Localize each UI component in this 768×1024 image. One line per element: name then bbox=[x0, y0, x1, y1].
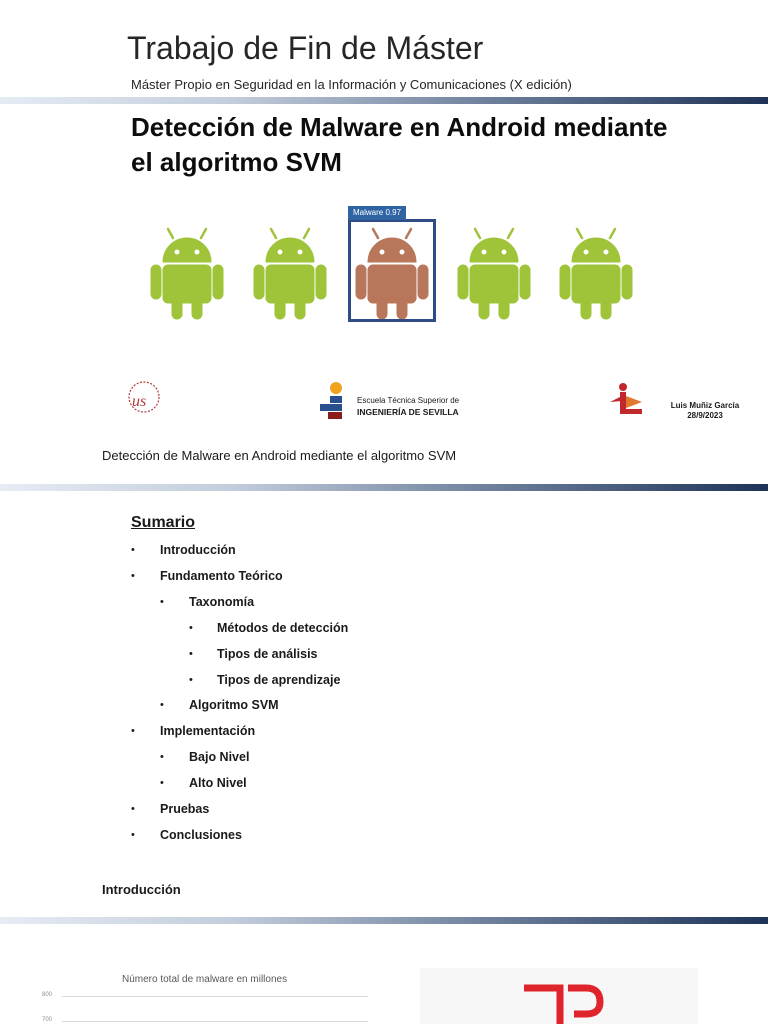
institution-logo-icon bbox=[608, 382, 646, 418]
android-robot-icon bbox=[558, 224, 634, 320]
summary-item: Métodos de detección bbox=[217, 621, 349, 635]
summary-item: Fundamento Teórico bbox=[160, 569, 283, 583]
bullet-marker: • bbox=[189, 622, 193, 634]
detection-bounding-box bbox=[348, 219, 436, 322]
bullet-marker: • bbox=[160, 699, 164, 711]
author-block bbox=[660, 401, 750, 421]
detection-label: Malware 0.97 bbox=[348, 206, 406, 220]
chart-title: Número total de malware en millones bbox=[122, 974, 288, 985]
summary-item: Conclusiones bbox=[160, 828, 242, 842]
slide-divider bbox=[0, 917, 768, 924]
y-tick-label: 800 bbox=[42, 992, 53, 998]
bullet-marker: • bbox=[131, 803, 135, 815]
summary-item: Tipos de análisis bbox=[217, 647, 318, 661]
svg-text:us: us bbox=[132, 393, 147, 410]
author-date: 28/9/2023 bbox=[687, 411, 723, 420]
slide-main-title: Detección de Malware en Android mediante el algoritmo SVM bbox=[131, 112, 668, 177]
summary-item: Taxonomía bbox=[189, 595, 255, 609]
author-name: Luis Muñiz García bbox=[670, 401, 740, 410]
page-subtitle: Máster Propio en Seguridad en la Información y Comunicaciones (X edición) bbox=[131, 77, 572, 92]
summary-item: Algoritmo SVM bbox=[189, 698, 279, 712]
bullet-marker: • bbox=[160, 777, 164, 789]
slide-divider bbox=[0, 484, 768, 491]
slide-caption: Detección de Malware en Android mediante el algoritmo SVM bbox=[102, 448, 457, 463]
bullet-marker: • bbox=[189, 648, 193, 660]
page-title: Trabajo de Fin de Máster bbox=[127, 30, 484, 66]
bullet-marker: • bbox=[131, 544, 135, 556]
etsi-logo-icon bbox=[318, 382, 348, 420]
section-heading: Introducción bbox=[102, 882, 181, 897]
summary-item: Pruebas bbox=[160, 802, 210, 816]
summary-title: Sumario bbox=[131, 514, 196, 531]
gridline bbox=[62, 996, 368, 997]
android-robot-icon bbox=[149, 224, 225, 320]
gridline bbox=[62, 1021, 368, 1022]
bullet-marker: • bbox=[160, 596, 164, 608]
y-tick-label: 700 bbox=[42, 1017, 53, 1023]
etsi-name-line1: Escuela Técnica Superior de bbox=[357, 396, 460, 405]
summary-item: Introducción bbox=[160, 543, 236, 557]
summary-item: Bajo Nivel bbox=[189, 750, 250, 764]
summary-item: Implementación bbox=[160, 724, 256, 738]
summary-item: Alto Nivel bbox=[189, 776, 247, 790]
etsi-name-line2: INGENIERÍA DE SEVILLA bbox=[357, 407, 459, 417]
android-robot-icon bbox=[252, 224, 328, 320]
bullet-marker: • bbox=[131, 829, 135, 841]
android-robot-icon bbox=[456, 224, 532, 320]
bullet-marker: • bbox=[131, 725, 135, 737]
summary-item: Tipos de aprendizaje bbox=[217, 673, 341, 687]
red-brand-logo-icon bbox=[520, 980, 605, 1024]
bullet-marker: • bbox=[160, 751, 164, 763]
university-seville-logo-icon bbox=[124, 380, 164, 414]
bullet-marker: • bbox=[189, 674, 193, 686]
slide-divider bbox=[0, 97, 768, 104]
bullet-marker: • bbox=[131, 570, 135, 582]
